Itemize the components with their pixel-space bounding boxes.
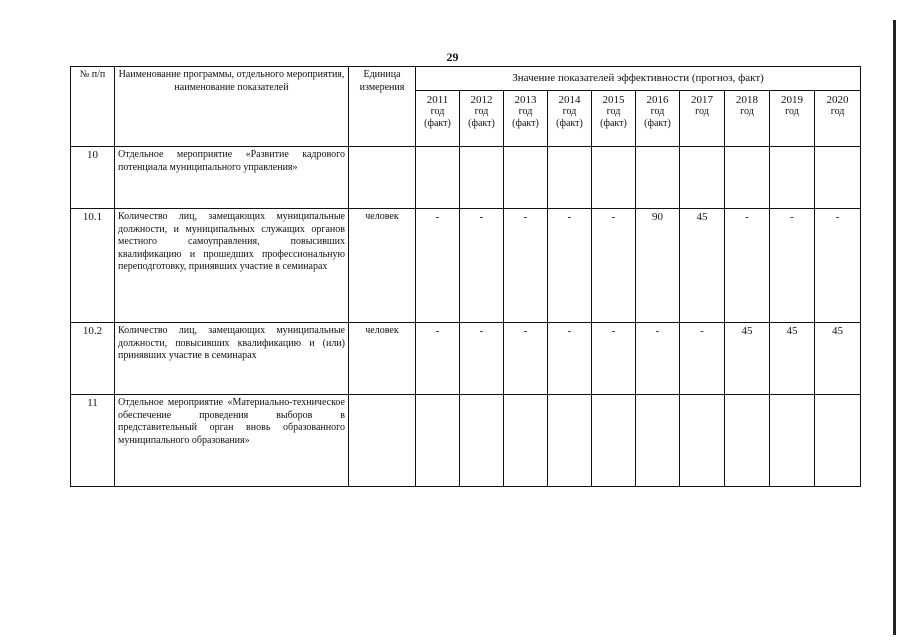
header-year-2015 — [592, 91, 636, 147]
value-cell-2017: - — [680, 323, 725, 395]
row-unit — [349, 147, 416, 209]
value-cell-2020 — [815, 147, 861, 209]
year-number: 2013 — [514, 94, 537, 106]
header-year-2014 — [548, 91, 592, 147]
year-number: 2015 — [602, 94, 625, 106]
value-cell-2013 — [504, 147, 548, 209]
header-year-2013 — [504, 91, 548, 147]
row-name: Количество лиц, замещающих муниципальные должности, повысивших квалификацию и (или) принявших участие в семинарах — [115, 323, 349, 395]
year-word: год — [785, 106, 799, 117]
value-cell-2012 — [460, 147, 504, 209]
year-word: год — [562, 106, 577, 117]
header-year-2017 — [680, 91, 725, 147]
value-cell-2017: 45 — [680, 209, 725, 323]
row-unit: человек — [349, 323, 416, 395]
year-word: год — [830, 106, 845, 117]
value-cell-2012: - — [460, 323, 504, 395]
value-cell-2013: - — [504, 209, 548, 323]
header-year-2020 — [815, 91, 861, 147]
year-number: 2017 — [691, 94, 713, 106]
header-unit: Единица измерения — [349, 67, 416, 147]
year-number: 2016 — [646, 94, 669, 106]
header-year-2011 — [416, 91, 460, 147]
value-cell-2012: - — [460, 209, 504, 323]
row-unit: человек — [349, 209, 416, 323]
value-cell-2018: - — [725, 209, 770, 323]
value-cell-2018: 45 — [725, 323, 770, 395]
value-cell-2011 — [416, 147, 460, 209]
year-tag: (факт) — [512, 118, 539, 129]
value-cell-2020 — [815, 395, 861, 487]
year-word: год — [474, 106, 489, 117]
value-cell-2015 — [592, 147, 636, 209]
value-cell-2016: 90 — [636, 209, 680, 323]
year-number: 2019 — [781, 94, 803, 106]
page-number: 29 — [446, 50, 459, 64]
value-cell-2011: - — [416, 323, 460, 395]
row-unit — [349, 395, 416, 487]
year-tag: (факт) — [556, 118, 583, 129]
year-tag: (факт) — [644, 118, 671, 129]
year-number: 2011 — [426, 94, 449, 106]
header-year-2012 — [460, 91, 504, 147]
value-cell-2017 — [680, 395, 725, 487]
value-cell-2014 — [548, 147, 592, 209]
value-cell-2020: 45 — [815, 323, 861, 395]
value-cell-2011 — [416, 395, 460, 487]
header-year-2018 — [725, 91, 770, 147]
value-cell-2016: - — [636, 323, 680, 395]
row-number: 11 — [71, 395, 115, 487]
year-tag: (факт) — [468, 118, 495, 129]
value-cell-2013: - — [504, 323, 548, 395]
value-cell-2014: - — [548, 209, 592, 323]
value-cell-2014 — [548, 395, 592, 487]
value-cell-2015: - — [592, 323, 636, 395]
year-word: год — [650, 106, 665, 117]
row-name: Количество лиц, замещающих муниципальные должности, и муниципальных служащих органов местного самоуправления, повысивших квалификацию и прошедших профессиональную переподготовку, принявших участие в семинарах — [115, 209, 349, 323]
header-year-2016 — [636, 91, 680, 147]
value-cell-2013 — [504, 395, 548, 487]
scan-edge — [893, 20, 896, 635]
table-row — [71, 323, 861, 395]
value-cell-2011: - — [416, 209, 460, 323]
row-number: 10.1 — [71, 209, 115, 323]
value-cell-2019: - — [770, 209, 815, 323]
row-number: 10.2 — [71, 323, 115, 395]
value-cell-2016 — [636, 147, 680, 209]
value-cell-2020: - — [815, 209, 861, 323]
year-number: 2018 — [736, 94, 758, 106]
table-row — [71, 395, 861, 487]
header-values: Значение показателей эффективности (прогноз, факт) — [416, 67, 861, 91]
header-num: № п/п — [71, 67, 115, 147]
value-cell-2015 — [592, 395, 636, 487]
value-cell-2019 — [770, 147, 815, 209]
value-cell-2014: - — [548, 323, 592, 395]
value-cell-2019 — [770, 395, 815, 487]
year-word: год — [695, 106, 709, 117]
row-number: 10 — [71, 147, 115, 209]
year-word: год — [518, 106, 533, 117]
year-number: 2014 — [558, 94, 581, 106]
year-number: 2020 — [826, 94, 849, 106]
header-year-2019 — [770, 91, 815, 147]
table-row — [71, 209, 861, 323]
value-cell-2018 — [725, 395, 770, 487]
year-word: год — [606, 106, 621, 117]
year-number: 2012 — [470, 94, 493, 106]
value-cell-2012 — [460, 395, 504, 487]
year-word: год — [740, 106, 754, 117]
row-name: Отдельное мероприятие «Материально-техническое обеспечение проведения выборов в представительный орган вновь образованного муниципального образования» — [115, 395, 349, 487]
table-row — [71, 147, 861, 209]
year-tag: (факт) — [424, 118, 451, 129]
header-name: Наименование программы, отдельного мероприятия, наименование показателей — [115, 67, 349, 147]
value-cell-2017 — [680, 147, 725, 209]
value-cell-2018 — [725, 147, 770, 209]
row-name: Отдельное мероприятие «Развитие кадрового потенциала муниципального управления» — [115, 147, 349, 209]
value-cell-2019: 45 — [770, 323, 815, 395]
value-cell-2016 — [636, 395, 680, 487]
year-word: год — [430, 106, 445, 117]
value-cell-2015: - — [592, 209, 636, 323]
year-tag: (факт) — [600, 118, 627, 129]
indicators-table — [70, 66, 861, 487]
